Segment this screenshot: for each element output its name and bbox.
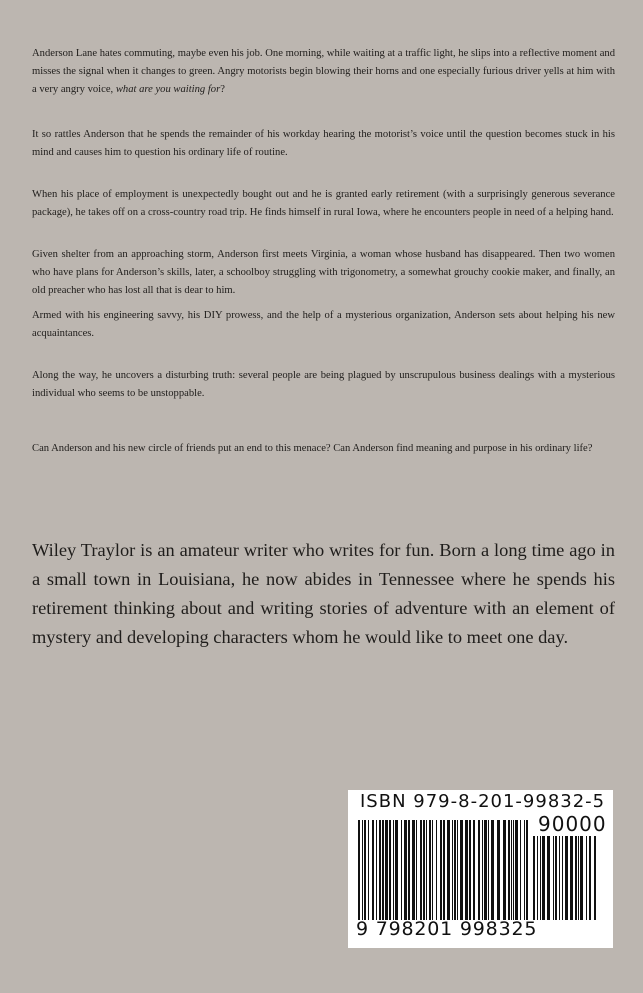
- barcode-bar: [368, 820, 369, 920]
- barcode-bar: [447, 820, 450, 920]
- barcode-bar: [520, 820, 521, 920]
- barcode-bar: [540, 836, 541, 920]
- synopsis-text: ?: [220, 84, 225, 95]
- barcode-bar: [553, 836, 554, 920]
- barcode-bar: [469, 820, 471, 920]
- barcode-bar: [594, 836, 596, 920]
- synopsis-paragraph-5: Armed with his engineering savvy, his DIY prowess, and the help of a mysterious organization, Anderson sets about helping his new acquaintances.: [32, 310, 615, 339]
- barcode-bar: [408, 820, 410, 920]
- barcode-bar: [473, 820, 475, 920]
- barcode-bar: [508, 820, 510, 920]
- barcode-bar: [440, 820, 442, 920]
- synopsis-paragraph-4: Given shelter from an approaching storm, Anderson first meets Virginia, a woman whose husband has disappeared. Then two women who have plans for Anderson’s skills, later, a schoolboy struggling with trigonometry, a somewhat grouchy cookie maker, and finally, an old preacher who has lost all that is dear to him.: [32, 249, 615, 296]
- barcode-bar: [454, 820, 456, 920]
- barcode-bar: [570, 836, 573, 920]
- barcode-bar: [416, 820, 417, 920]
- barcode-bar: [376, 820, 377, 920]
- barcode-bar: [555, 836, 557, 920]
- isbn-barcode: [348, 790, 613, 948]
- barcode-bar: [404, 820, 407, 920]
- synopsis-paragraph-2: It so rattles Anderson that he spends the remainder of his workday hearing the motorist’s voice until the question becomes stuck in his mind and causes him to question his ordinary life of routine.: [32, 129, 615, 158]
- price-code: 90000: [538, 812, 607, 836]
- barcode-bar: [478, 820, 480, 920]
- barcode-bar: [524, 820, 525, 920]
- barcode-bar: [412, 820, 415, 920]
- barcode-bar: [547, 836, 550, 920]
- barcode-bar: [401, 820, 402, 920]
- barcode-bar: [358, 820, 360, 920]
- barcode-bar: [420, 820, 422, 920]
- isbn-label: ISBN 979-8-201-99832-5: [360, 791, 606, 812]
- synopsis-paragraph-7: Can Anderson and his new circle of friends put an end to this menace? Can Anderson find meaning and purpose in his ordinary life?: [32, 443, 593, 454]
- barcode-bar: [457, 820, 458, 920]
- barcode-bar: [533, 836, 535, 920]
- barcode-bar: [372, 820, 374, 920]
- barcode-bar: [488, 820, 489, 920]
- author-bio: Wiley Traylor is an amateur writer who writes for fun. Born a long time ago in a small town in Louisiana, he now abides in Tennessee where he spends his retirement thinking about and writing stories of adventure with an element of mystery and developing characters whom he would like to meet one day.: [32, 540, 615, 647]
- barcode-bar: [385, 820, 388, 920]
- barcode-bar: [542, 836, 545, 920]
- barcode-bar: [586, 836, 587, 920]
- barcode-bar: [364, 820, 366, 920]
- barcode-bar: [565, 836, 568, 920]
- barcode-bar: [393, 820, 394, 920]
- barcode-bar: [526, 820, 528, 920]
- barcode-bar: [559, 836, 560, 920]
- barcode-bar: [362, 820, 363, 920]
- barcode-bar: [491, 820, 494, 920]
- barcode-bar: [578, 836, 579, 920]
- barcode-bar: [484, 820, 487, 920]
- barcode-bar: [497, 820, 500, 920]
- barcode-bar: [589, 836, 591, 920]
- barcode-bar: [513, 820, 514, 920]
- synopsis-italic-quote: what are you waiting for: [115, 84, 221, 95]
- barcode-bar: [432, 820, 433, 920]
- synopsis-paragraph-3: When his place of employment is unexpectedly bought out and he is granted early retirement (with a surprisingly generous severance package), he takes off on a cross-country road trip. He finds himself in rural Iowa, where he encounters people in need of a helping hand.: [32, 189, 615, 218]
- barcode-bar: [515, 820, 518, 920]
- addon-barcode-bars: [533, 836, 599, 920]
- barcode-bar: [482, 820, 483, 920]
- synopsis-paragraph-6: Along the way, he uncovers a disturbing truth: several people are being plagued by unscrupulous business dealings with a mysterious individual who seems to be unstoppable.: [32, 370, 615, 399]
- barcode-bar: [580, 836, 583, 920]
- barcode-bar: [379, 820, 381, 920]
- barcode-bar: [382, 820, 384, 920]
- barcode-bar: [429, 820, 431, 920]
- barcode-bar: [537, 836, 538, 920]
- barcode-bar: [389, 820, 391, 920]
- synopsis-paragraph-1: [32, 45, 615, 99]
- barcode-bar: [423, 820, 425, 920]
- barcode-bar: [426, 820, 427, 920]
- barcode-bar: [511, 820, 512, 920]
- synopsis-text: Anderson Lane hates commuting, maybe even his job. One morning, while waiting at a traffic light, he slips into a reflective moment and misses the signal when it changes to green. Angry motorists begin blowing their horns and one especially furious driver yells at him with a very angry voice,: [32, 48, 615, 95]
- barcode-bar: [436, 820, 437, 920]
- barcode-bar: [503, 820, 506, 920]
- barcode-bar: [460, 820, 463, 920]
- barcode-bar: [443, 820, 445, 920]
- barcode-bar: [465, 820, 468, 920]
- ean-digits: 9 798201 998325: [356, 918, 538, 940]
- barcode-bar: [562, 836, 563, 920]
- barcode-bar: [575, 836, 577, 920]
- barcode-bar: [395, 820, 398, 920]
- ean-barcode-bars: [358, 820, 530, 920]
- barcode-bar: [452, 820, 453, 920]
